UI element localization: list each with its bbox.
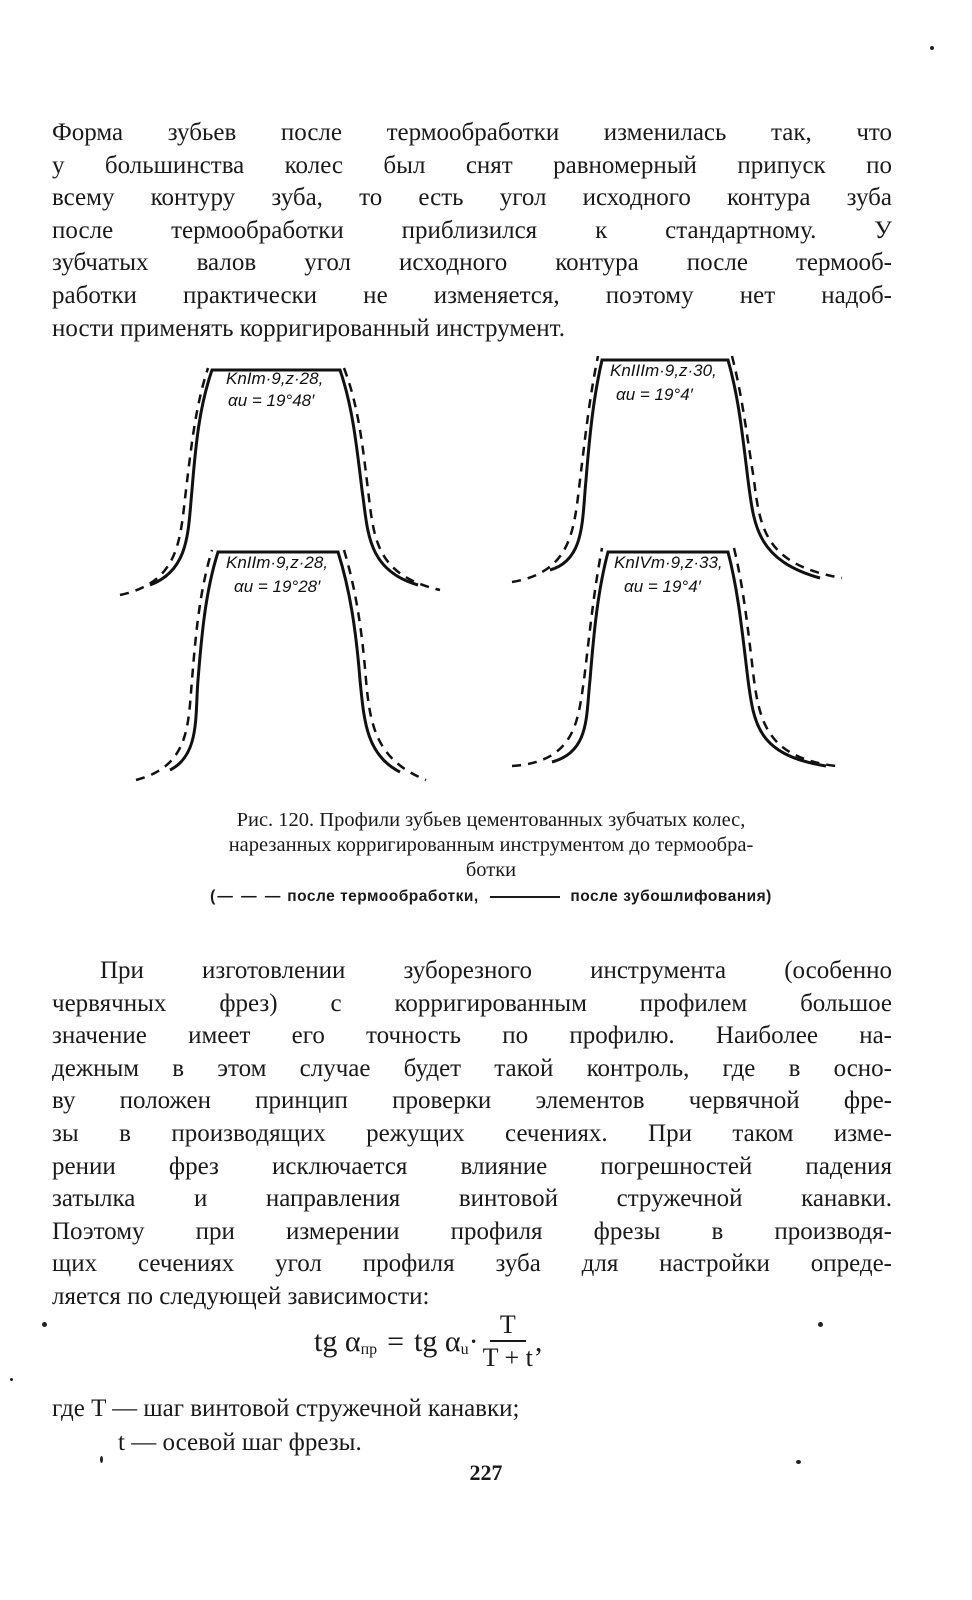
text-line: затылка и направления винтовой стружечной канавки. [52,1185,892,1213]
text-line: после термообработки приблизился к стандартному. У [52,216,892,244]
page-number: 227 [469,1460,503,1485]
text-line: ву положен принцип проверки элементов червячной фре- [52,1087,892,1115]
formula-definitions [52,1392,519,1460]
text-line: червячных фрез) с корригированным профилем большое [52,989,892,1017]
profile-2-label-line2: αu = 19°4′ [616,385,693,404]
text-line: щих сечениях угол профиля зуба для настройки опреде- [52,1250,892,1278]
text-line: рении фрез исключается влияние погрешностей падения [52,1152,892,1180]
text-line: дежным в этом случае будет такой контроль, где в осно- [52,1054,892,1082]
text-line: ности применять корригированный инструмент. [52,314,565,342]
scan-speck [10,1378,13,1381]
text-line: всему контуру зуба, то есть угол исходного контура зуба [52,184,892,212]
intro-paragraph [52,117,892,345]
profile-1-label-line2: αu = 19°48′ [228,391,315,410]
formula-rhs-sub: u [460,1341,469,1358]
scan-speck [930,46,934,50]
profile-3-label-line1: KnIIm·9,z·28, [226,553,329,572]
legend-solid-line [490,896,560,898]
formula-lhs-sub: пр [360,1341,378,1358]
formula-equals: = [387,1325,405,1358]
definition-line: где T — шаг винтовой стружечной канавки; [52,1395,520,1422]
text-line: зы в производящих режущих сечениях. При таком изме- [52,1119,892,1147]
scan-speck [42,1322,47,1327]
text-line: ляется по следующей зависимости: [52,1282,430,1310]
formula-lhs: tg α [314,1325,361,1358]
tooth-profile-2 [512,356,842,582]
text-line: работки практически не изменяется, поэтому нет надоб- [52,281,892,309]
figure-legend [96,888,886,906]
legend-solid-text: после зубошлифования) [570,888,772,905]
text-line: Форма зубьев после термообработки изменилась так, что [52,119,892,146]
profile-2-label-line1: KnIIIm·9,z·30, [610,361,717,380]
formula [314,1312,542,1372]
scan-speck [796,1460,801,1464]
text-line: у большинства колес был снят равномерный припуск по [52,151,892,179]
text-line: При изготовлении зуборезного инструмента (особенно [100,957,892,984]
tooth-profile-4 [512,548,836,766]
profile-3-label-line2: αu = 19°28′ [234,577,321,596]
formula-dot: · [468,1325,479,1358]
profile-4-label-line2: αu = 19°4′ [624,577,701,596]
scan-speck [818,1322,823,1327]
profile-1-label-line1: KnIm·9,z·28, [226,369,324,388]
caption-line: Рис. 120. Профили зубьев цементованных зубчатых колес, [236,809,746,831]
formula-rhs: tg α [414,1325,461,1358]
tooth-profiles-figure [100,350,860,790]
main-paragraph [52,955,892,1314]
caption-line: нарезанных корригированным инструментом до термообра- [228,834,754,856]
legend-dashed-symbol: (— — — [210,888,283,905]
formula-denominator: T + t [482,1343,533,1372]
caption-line: ботки [465,859,517,881]
tooth-profile-3 [136,550,426,780]
definition-line: t — осевой шаг фрезы. [118,1429,362,1456]
figure-caption [96,808,886,883]
scan-speck [100,1456,103,1463]
formula-numerator: T [490,1310,526,1342]
legend-dashed-text: после термообработки, [287,888,479,905]
profile-4-label-line1: KnIVm·9,z·33, [614,553,723,572]
text-line: значение имеет его точность по профилю. Наиболее на- [52,1022,892,1050]
text-line: Поэтому при измерении профиля фрезы в производя- [52,1217,892,1245]
formula-tail: , [534,1325,543,1358]
text-line: зубчатых валов угол исходного контура после термооб- [52,249,892,277]
formula-fraction [483,1310,533,1374]
